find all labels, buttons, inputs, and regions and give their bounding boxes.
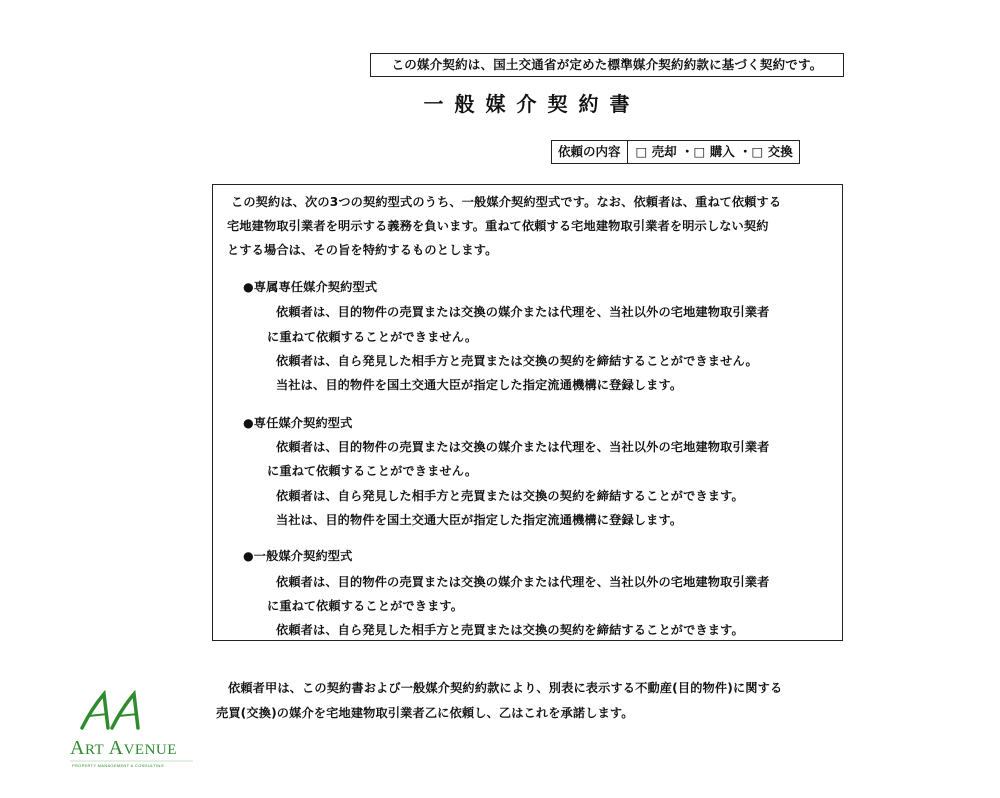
svg-text:ART AVENUE: ART AVENUE: [70, 737, 177, 759]
section-heading: ●一般媒介契約型式: [243, 549, 353, 563]
section-line: に重ねて依頼することができません。: [267, 330, 478, 344]
request-content-box: [551, 140, 800, 164]
section-heading: ●専任媒介契約型式: [243, 416, 353, 430]
intro-line: とする場合は、その旨を特約するものとします。: [227, 243, 498, 257]
section-line: 依頼者は、目的物件の売買または交換の媒介または代理を、当社以外の宅地建物取引業者: [276, 440, 770, 454]
document-title: 一般媒介契約書: [423, 92, 641, 116]
intro-line: 宅地建物取引業者を明示する義務を負います。重ねて依頼する宅地建物取引業者を明示しない契約: [227, 219, 769, 233]
section-line: 当社は、目的物件を国土交通大臣が指定した指定流通機構に登録します。: [276, 378, 683, 392]
section-line: 依頼者は、目的物件の売買または交換の媒介または代理を、当社以外の宅地建物取引業者: [276, 305, 770, 319]
agreement-line: 売買(交換)の媒介を宅地建物取引業者乙に依頼し、乙はこれを承諾します。: [216, 706, 634, 720]
section-heading: ●専属専任媒介契約型式: [243, 280, 378, 294]
agreement-line: 依頼者甲は、この契約書および一般媒介契約約款により、別表に表示する不動産(目的物件)に関する: [228, 681, 783, 695]
art-avenue-logo-mark: [68, 690, 203, 770]
section-line: に重ねて依頼することができます。: [267, 599, 464, 613]
svg-text:PROPERTY MANAGEMENT & CONSULTI: PROPERTY MANAGEMENT & CONSULTING: [72, 763, 164, 768]
section-line: 依頼者は、自ら発見した相手方と売買または交換の契約を締結することができます。: [276, 489, 744, 503]
contract-types-box: [212, 184, 843, 641]
standard-contract-notice: この媒介契約は、国土交通省が定めた標準媒介契約約款に基づく契約です。: [370, 53, 844, 77]
request-content-label: 依頼の内容: [552, 141, 628, 163]
section-line: 当社は、目的物件を国土交通大臣が指定した指定流通機構に登録します。: [276, 513, 683, 527]
intro-line: この契約は、次の3つの契約型式のうち、一般媒介契約型式です。なお、依頼者は、重ねて依頼する: [231, 195, 782, 209]
section-line: 依頼者は、自ら発見した相手方と売買または交換の契約を締結することができます。: [276, 623, 744, 637]
section-line: 依頼者は、自ら発見した相手方と売買または交換の契約を締結することができません。: [276, 354, 758, 368]
section-line: 依頼者は、目的物件の売買または交換の媒介または代理を、当社以外の宅地建物取引業者: [276, 575, 770, 589]
art-avenue-logo: [68, 690, 203, 770]
section-line: に重ねて依頼することができません。: [267, 464, 478, 478]
request-content-options: □ 売却 ・□ 購入 ・□ 交換: [635, 144, 793, 159]
